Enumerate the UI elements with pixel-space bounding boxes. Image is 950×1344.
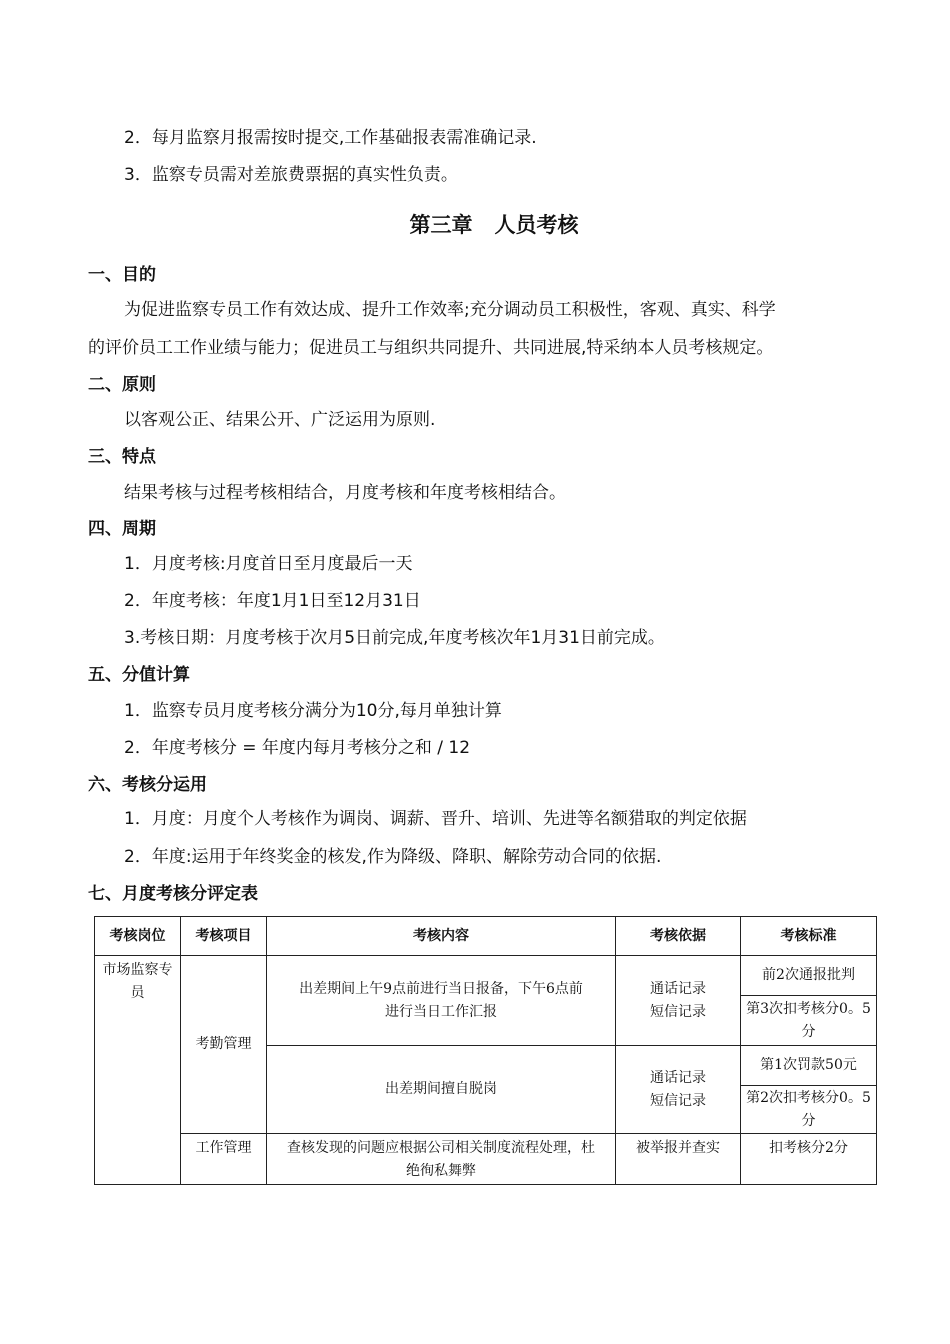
cell-content-report: 出差期间上午9点前进行当日报备，下午6点前进行当日工作汇报 xyxy=(267,956,616,1046)
header-position: 考核岗位 xyxy=(95,917,181,956)
cell-position: 市场监察专员 xyxy=(95,956,181,1185)
chapter-number: 第三章 xyxy=(409,213,473,237)
section-heading-features: 三、特点 xyxy=(88,447,156,467)
header-content: 考核内容 xyxy=(267,917,616,956)
scoring-item-2: 2．年度考核分 = 年度内每月考核分之和 / 12 xyxy=(124,738,471,758)
cell-standard-report-a: 前2次通报批判 xyxy=(741,956,877,996)
chapter-name: 人员考核 xyxy=(494,213,579,237)
cell-standard-report-b: 第3次扣考核分0。5分 xyxy=(741,996,877,1046)
header-standard: 考核标准 xyxy=(741,917,877,956)
rule-item-3: 3．监察专员需对差旅费票据的真实性负责。 xyxy=(124,165,458,185)
section-heading-scoring: 五、分值计算 xyxy=(88,665,190,685)
table-row xyxy=(95,1134,877,1185)
monthly-evaluation-table xyxy=(94,916,877,1185)
purpose-paragraph-line2: 的评价员工工作业绩与能力；促进员工与组织共同提升、共同进展,特采纳本人员考核规定。 xyxy=(88,338,774,358)
cell-standard-work: 扣考核分2分 xyxy=(741,1134,877,1185)
section-heading-table: 七、月度考核分评定表 xyxy=(88,884,258,904)
cell-content-work: 查核发现的问题应根据公司相关制度流程处理，杜绝徇私舞弊 xyxy=(267,1134,616,1185)
cell-item-work: 工作管理 xyxy=(181,1134,267,1185)
section-heading-purpose: 一、目的 xyxy=(88,265,156,285)
chapter-title xyxy=(0,211,950,239)
cell-content-absence: 出差期间擅自脱岗 xyxy=(267,1046,616,1134)
rule-item-2: 2．每月监察月报需按时提交,工作基础报表需准确记录. xyxy=(124,128,537,148)
section-heading-cycle: 四、周期 xyxy=(88,519,156,539)
table-header-row xyxy=(95,917,877,956)
usage-item-1: 1．月度：月度个人考核作为调岗、调薪、晋升、培训、先进等名额猎取的判定依据 xyxy=(124,809,747,829)
section-heading-usage: 六、考核分运用 xyxy=(88,775,207,795)
cell-basis-work: 被举报并查实 xyxy=(616,1134,741,1185)
table-row xyxy=(95,956,877,996)
section-heading-principle: 二、原则 xyxy=(88,375,156,395)
cell-basis-report: 通话记录 短信记录 xyxy=(616,956,741,1046)
cycle-item-3: 3.考核日期：月度考核于次月5日前完成,年度考核次年1月31日前完成。 xyxy=(124,628,665,648)
cell-basis-absence: 通话记录 短信记录 xyxy=(616,1046,741,1134)
cell-standard-absence-b: 第2次扣考核分0。5分 xyxy=(741,1086,877,1134)
cell-item-attendance: 考勤管理 xyxy=(181,956,267,1134)
features-paragraph: 结果考核与过程考核相结合，月度考核和年度考核相结合。 xyxy=(124,483,566,503)
cycle-item-2: 2．年度考核：年度1月1日至12月31日 xyxy=(124,591,421,611)
purpose-paragraph-line1: 为促进监察专员工作有效达成、提升工作效率;充分调动员工积极性，客观、真实、科学 xyxy=(124,300,776,320)
header-basis: 考核依据 xyxy=(616,917,741,956)
header-item: 考核项目 xyxy=(181,917,267,956)
usage-item-2: 2．年度:运用于年终奖金的核发,作为降级、降职、解除劳动合同的依据. xyxy=(124,847,662,867)
cell-standard-absence-a: 第1次罚款50元 xyxy=(741,1046,877,1086)
scoring-item-1: 1．监察专员月度考核分满分为10分,每月单独计算 xyxy=(124,701,502,721)
principle-paragraph: 以客观公正、结果公开、广泛运用为原则. xyxy=(124,410,436,430)
cycle-item-1: 1．月度考核:月度首日至月度最后一天 xyxy=(124,554,413,574)
